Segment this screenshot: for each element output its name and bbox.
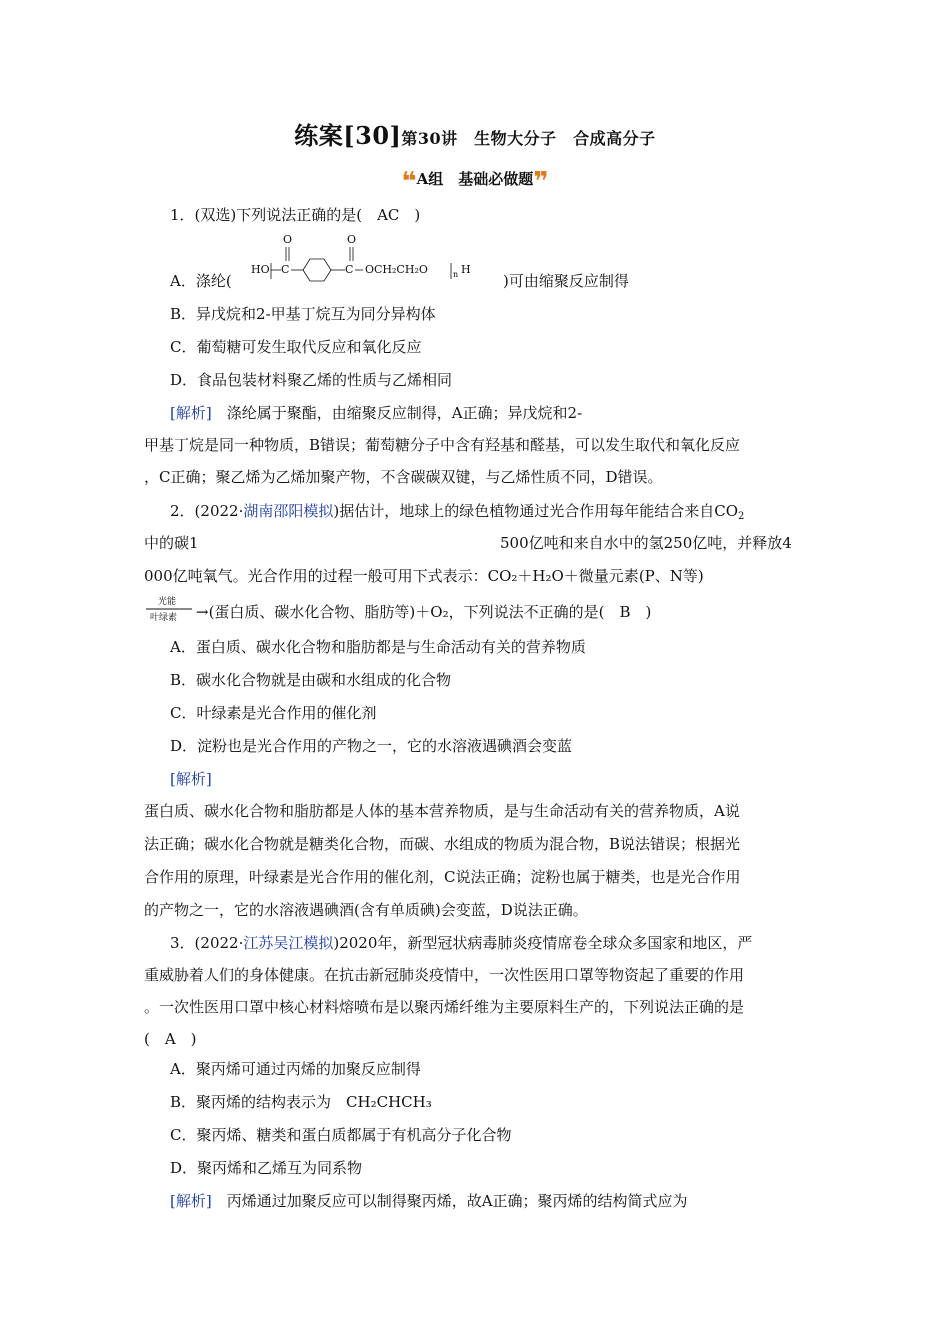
svg-text:C: C	[345, 263, 354, 276]
q1-option-b: B．异戊烷和2-甲基丁烷互为同分异构体	[170, 305, 436, 323]
q2-analysis-label: [解析]	[170, 770, 212, 788]
q2-analysis-line-1: 蛋白质、碳水化合物和脂肪都是人体的基本营养物质，是与生命活动有关的营养物质，A说	[144, 802, 740, 820]
q1-analysis-line-1	[170, 402, 582, 423]
title-main: 练案[30]	[294, 121, 402, 150]
close-quote-icon: ❞	[533, 167, 549, 197]
q3-option-b: B．聚丙烯的结构表示为 CH₂CHCH₃	[170, 1093, 432, 1111]
q3-analysis-text-1: 丙烯通过加聚反应可以制得聚丙烯，故A正确；聚丙烯的结构简式应为	[211, 1192, 688, 1210]
terylene-structure-formula	[233, 233, 503, 283]
q3-stem-line-2: 重威胁着人们的身体健康。在抗击新冠肺炎疫情中，一次性医用口罩等物资起了重要的作用	[144, 966, 745, 984]
q2-option-b: B．碳水化合物就是由碳和水组成的化合物	[170, 671, 452, 689]
q3-stem-line-4: ( A )	[144, 1030, 197, 1048]
group-heading	[0, 167, 950, 197]
q1-analysis-line-2: 甲基丁烷是同一种物质，B错误；葡萄糖分子中含有羟基和醛基，可以发生取代和氧化反应	[144, 436, 741, 454]
q3-number: 3．(2022·	[170, 934, 244, 952]
q1-option-d: D．食品包装材料聚乙烯的性质与乙烯相同	[170, 371, 453, 389]
q1-analysis-label: [解析]	[170, 404, 212, 422]
q2-analysis-line-4: 的产物之一，它的水溶液遇碘酒(含有单质碘)会变蓝，D说法正确。	[144, 901, 588, 919]
q3-option-a: A．聚丙烯可通过丙烯的加聚反应制得	[170, 1060, 421, 1078]
q2-stem-text-4: (蛋白质、碳水化合物、脂肪等)＋O₂，下列说法不正确的是( B )	[208, 603, 652, 621]
q3-source: 江苏吴江模拟	[243, 934, 334, 952]
q3-stem-text-1: )2020年，新型冠状病毒肺炎疫情席卷全球众多国家和地区，严	[333, 934, 753, 952]
q3-stem-line-1	[170, 932, 752, 953]
svg-text:n: n	[453, 270, 459, 279]
q1-option-a-prefix: A．涤纶(	[170, 272, 232, 290]
arrow-condition-top: 光能	[158, 597, 177, 607]
q1-analysis-text-1: 涤纶属于聚酯，由缩聚反应制得，A正确；异戊烷和2-	[211, 404, 583, 422]
q2-stem-line-2a: 中的碳1	[144, 534, 199, 552]
title-sub: 第30讲 生物大分子 合成高分子	[401, 129, 656, 148]
q2-analysis-line-3: 合作用的原理，叶绿素是光合作用的催化剂，C说法正确；淀粉也属于糖类，也是光合作用	[144, 868, 741, 886]
q2-source: 湖南邵阳模拟	[243, 502, 334, 520]
q2-option-c: C．叶绿素是光合作用的催化剂	[170, 704, 377, 722]
page-title	[0, 116, 950, 151]
svg-text:H: H	[461, 263, 471, 276]
co2-subscript: 2	[738, 511, 745, 522]
q3-stem-line-3: 。一次性医用口罩中核心材料熔喷布是以聚丙烯纤维为主要原料生产的，下列说法正确的是	[144, 998, 745, 1016]
q1-option-c: C．葡萄糖可发生取代反应和氧化反应	[170, 338, 422, 356]
q3-analysis-line-1	[170, 1190, 688, 1211]
svg-text:HO: HO	[251, 263, 270, 276]
arrow-head-icon: →	[196, 603, 209, 621]
q2-stem-line-1	[170, 500, 744, 522]
q2-stem-line-3: 000亿吨氧气。光合作用的过程一般可用下式表示：CO₂＋H₂O＋微量元素(P、N等)	[144, 567, 704, 585]
q2-stem-text-1: )据估计，地球上的绿色植物通过光合作用每年能结合来自CO	[333, 502, 738, 520]
open-quote-icon: ❝	[401, 167, 417, 197]
q1-stem: 1．(双选)下列说法正确的是( AC )	[170, 206, 421, 224]
svg-text:O: O	[347, 233, 357, 246]
q2-stem-line-4	[196, 601, 651, 622]
q3-option-d: D．聚丙烯和乙烯互为同系物	[170, 1159, 363, 1177]
svg-text:OCH₂CH₂O: OCH₂CH₂O	[365, 263, 428, 276]
q3-analysis-label: [解析]	[170, 1192, 212, 1210]
q2-option-a: A．蛋白质、碳水化合物和脂肪都是与生命活动有关的营养物质	[170, 638, 586, 656]
q3-option-c: C．聚丙烯、糖类和蛋白质都属于有机高分子化合物	[170, 1126, 512, 1144]
q2-stem-line-2b: 500亿吨和来自水中的氢250亿吨，并释放4	[500, 534, 792, 552]
q1-option-a-suffix: )可由缩聚反应制得	[503, 272, 629, 290]
q2-option-d: D．淀粉也是光合作用的产物之一，它的水溶液遇碘酒会变蓝	[170, 737, 573, 755]
arrow-condition-bottom: 叶绿素	[150, 613, 178, 623]
group-label: A组 基础必做题	[416, 170, 534, 188]
q2-analysis-line-2: 法正确；碳水化合物就是糖类化合物，而碳、水组成的物质为混合物，B说法错误；根据光	[144, 835, 741, 853]
q2-number: 2．(2022·	[170, 502, 244, 520]
svg-text:C: C	[281, 263, 290, 276]
q1-analysis-line-3: ，C正确；聚乙烯为乙烯加聚产物，不含碳碳双键，与乙烯性质不同，D错误。	[144, 468, 663, 486]
svg-text:O: O	[283, 233, 293, 246]
